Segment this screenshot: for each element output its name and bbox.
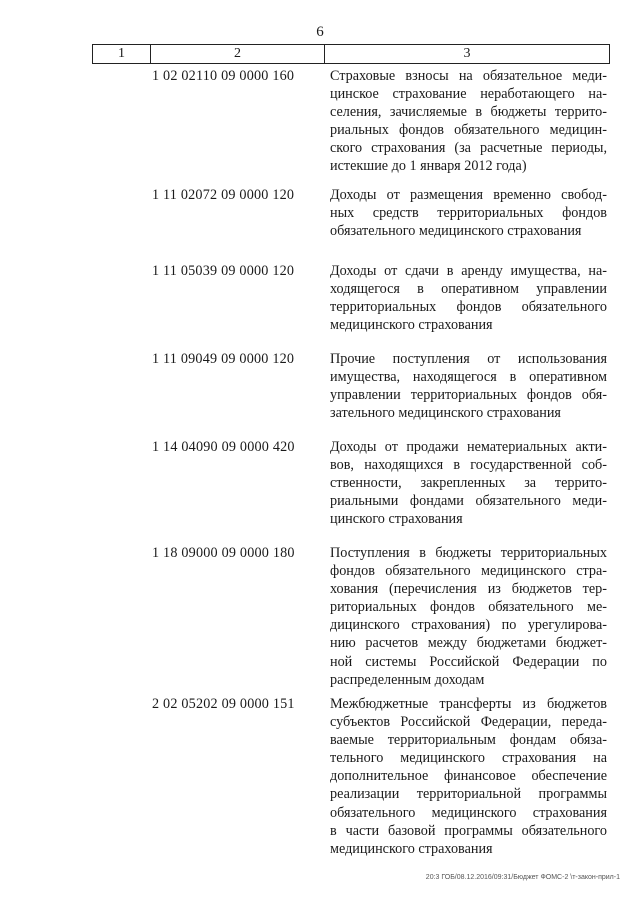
description-line: управлении территориальных фондов обя-	[330, 387, 607, 404]
description-line: дицинского страхования) по урегулирова-	[330, 617, 607, 634]
description-line: истекшие до 1 января 2012 года)	[330, 158, 527, 175]
description-line: цинское страхование неработающего на-	[330, 86, 607, 103]
header-col-3: 3	[463, 46, 471, 61]
budget-code: 1 11 09049 09 0000 120	[152, 351, 295, 367]
table-row	[92, 438, 610, 528]
budget-code: 1 14 04090 09 0000 420	[152, 439, 295, 455]
description-line: ной системы Российской Федерации по	[330, 653, 607, 670]
description-line: реализации территориальной программы	[330, 786, 607, 803]
page-number: 6	[316, 24, 324, 40]
description-line: ственности, закрепленных за террито-	[330, 475, 607, 492]
description-line: ных средств территориальных фондов	[330, 205, 607, 222]
description-line: обязательного медицинского страхования	[330, 804, 607, 821]
description-line: риториальных фондов обязательного ме-	[330, 599, 607, 616]
description-line: Межбюджетные трансферты из бюджетов	[330, 696, 607, 712]
description-line: распределенным доходам	[330, 671, 485, 688]
description-line: медицинского страхования	[330, 317, 493, 334]
description-line: Прочие поступления от использования	[330, 351, 607, 367]
table-row	[92, 186, 610, 240]
income-description	[324, 350, 607, 422]
description-line: вов, находящихся в государственной соб-	[330, 457, 607, 474]
description-line: фондов обязательного медицинского стра-	[330, 563, 607, 580]
header-col-1: 1	[93, 45, 151, 63]
budget-code: 1 18 09000 09 0000 180	[152, 545, 295, 561]
description-line: хования (перечисления из бюджетов тер-	[330, 581, 607, 598]
description-line: Доходы от сдачи в аренду имущества, на-	[330, 263, 607, 279]
income-description	[324, 438, 607, 528]
description-line: Доходы от продажи нематериальных акти-	[330, 439, 607, 455]
description-line: тельного медицинского страхования на	[330, 750, 607, 767]
description-line: нию расчетов между бюджетами бюджет-	[330, 635, 607, 652]
table-row	[92, 544, 610, 689]
table-row	[92, 350, 610, 422]
description-line: ходящегося в оперативном управлении	[330, 281, 607, 298]
budget-code: 2 02 05202 09 0000 151	[152, 696, 295, 712]
budget-code: 1 02 02110 09 0000 160	[152, 68, 295, 84]
description-line: ского страхования (за расчетные периоды,	[330, 140, 607, 157]
table-row	[92, 695, 610, 858]
description-line: Страховые взносы на обязательное меди-	[330, 68, 607, 84]
income-description	[324, 186, 607, 240]
income-description	[324, 262, 607, 334]
income-description	[324, 67, 607, 176]
table-row	[92, 67, 610, 176]
table-header	[92, 44, 610, 64]
description-line: ваемые территориальным фондам обяза-	[330, 732, 607, 749]
description-line: медицинского страхования	[330, 840, 493, 857]
header-col-2: 2	[151, 45, 325, 63]
description-line: Поступления в бюджеты территориальных	[330, 545, 607, 561]
description-line: селения, зачисляемые в бюджеты террито-	[330, 104, 607, 121]
description-line: обязательного медицинского страхования	[330, 223, 582, 240]
description-line: зательного медицинского страхования	[330, 405, 561, 422]
description-line: субъектов Российской Федерации, переда-	[330, 714, 607, 731]
table-row	[92, 262, 610, 334]
income-description	[324, 544, 607, 689]
budget-code: 1 11 05039 09 0000 120	[152, 263, 295, 279]
description-line: Доходы от размещения временно свобод-	[330, 187, 607, 203]
description-line: цинского страхования	[330, 511, 463, 528]
description-line: риальных фондов обязательного медицин-	[330, 122, 607, 139]
document-footer: 20:3 ГОБ/08.12.2016/09:31/Бюджет ФОМС-2 \т-закон-прил-1	[425, 874, 620, 881]
description-line: территориальных фондов обязательного	[330, 299, 607, 316]
description-line: риальными фондами обязательного меди-	[330, 493, 607, 510]
budget-code: 1 11 02072 09 0000 120	[152, 187, 295, 203]
income-description	[324, 695, 607, 858]
description-line: имущества, находящегося в оперативном	[330, 369, 607, 386]
description-line: в части базовой программы обязательного	[330, 822, 607, 839]
description-line: дополнительное финансовое обеспечение	[330, 768, 607, 785]
